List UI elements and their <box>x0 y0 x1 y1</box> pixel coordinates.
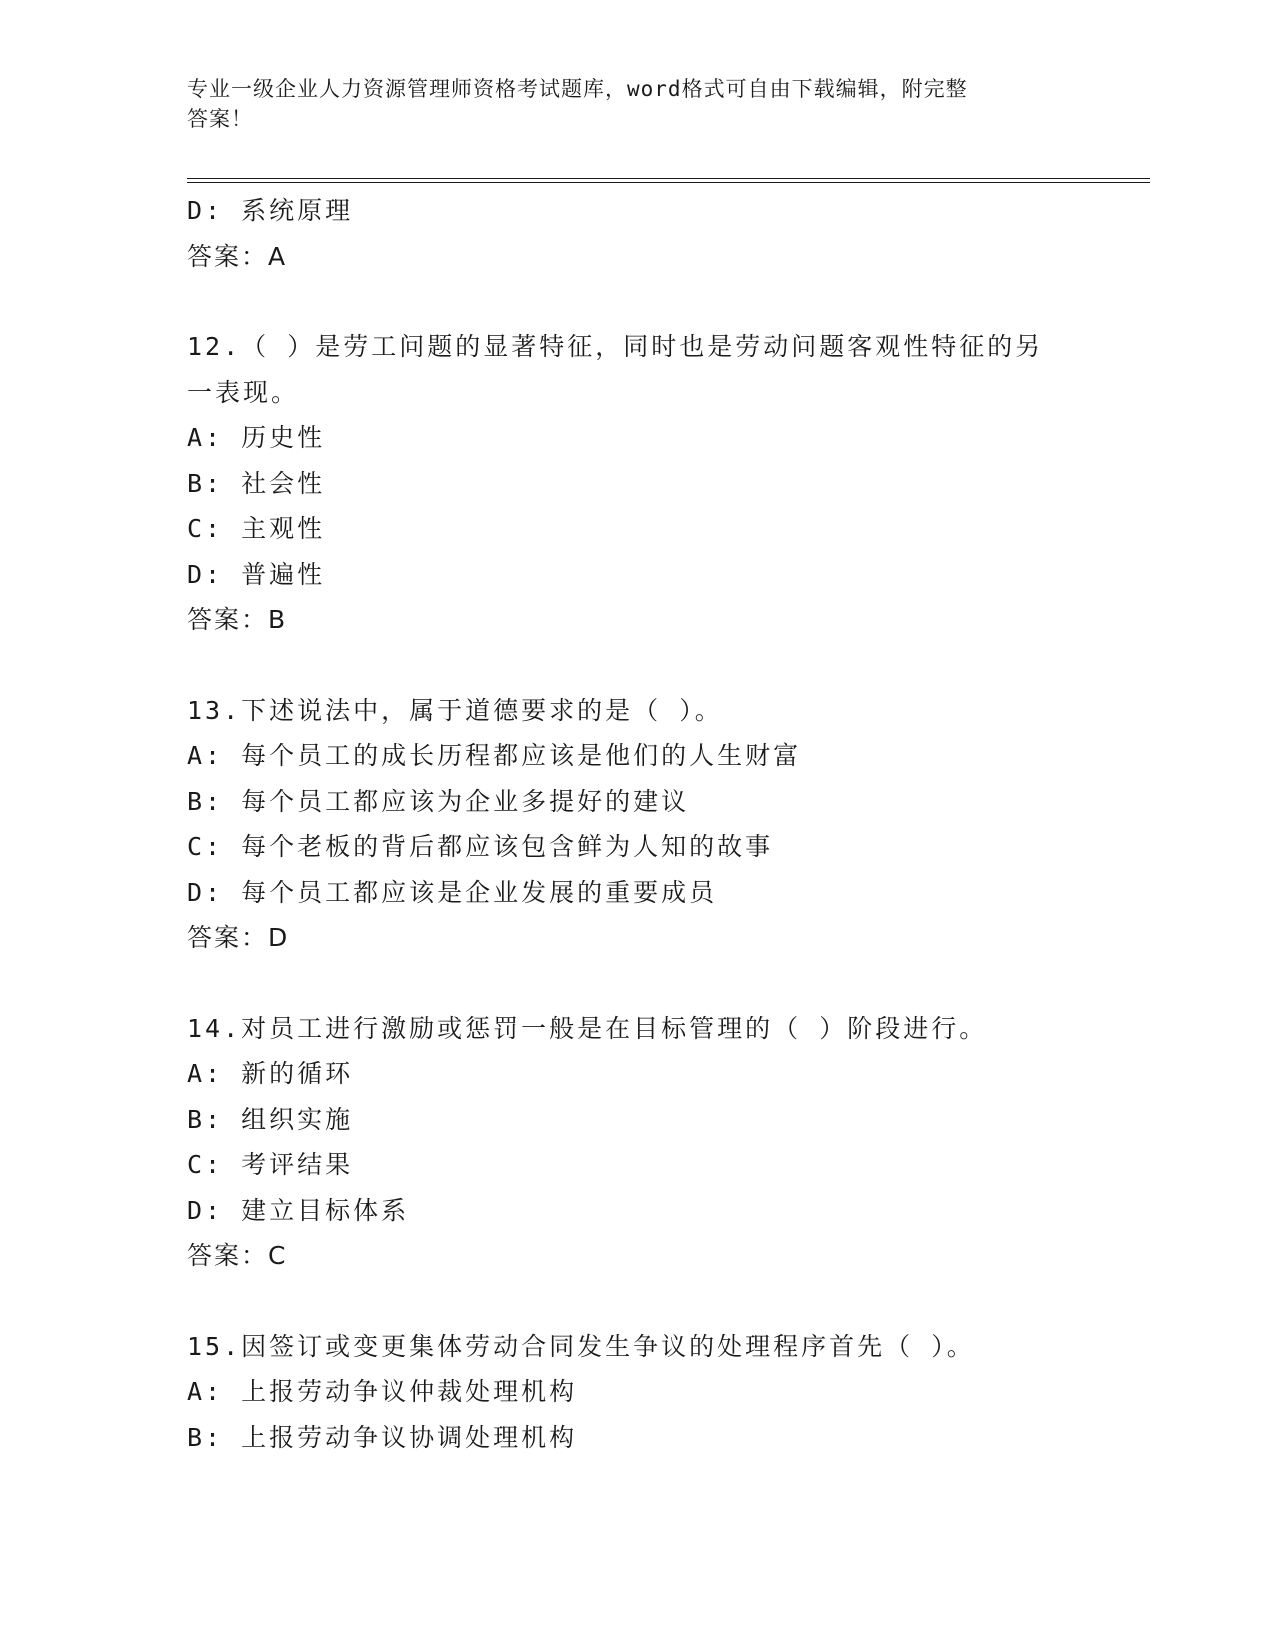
question-12 <box>187 324 1087 643</box>
option-a: A: 新的循环 <box>187 1059 354 1088</box>
header-line-2: 答案！ <box>187 107 253 131</box>
option-b: B: 社会性 <box>187 468 326 498</box>
question-stem: 15.因签订或变更集体劳动合同发生争议的处理程序首先（ ）。 <box>187 1331 975 1361</box>
option-a: A: 历史性 <box>187 423 326 452</box>
answer-line: 答案：A <box>187 241 288 271</box>
option-d: D: 建立目标体系 <box>187 1195 410 1225</box>
option-b: B: 组织实施 <box>187 1104 354 1134</box>
option-b: B: 上报劳动争议协调处理机构 <box>187 1422 578 1452</box>
option-d: D: 每个员工都应该是企业发展的重要成员 <box>187 877 718 907</box>
question-stem-line-1: 12.（ ）是劳工问题的显著特征，同时也是劳动问题客观性特征的另 <box>187 332 1044 361</box>
header-line-1: 专业一级企业人力资源管理师资格考试题库，word格式可自由下载编辑，附完整 <box>187 77 968 101</box>
option-d: D: 普遍性 <box>187 559 326 589</box>
header-divider-bottom <box>187 182 1150 183</box>
answer-line: 答案：D <box>187 923 290 952</box>
option-c: C: 每个老板的背后都应该包含鲜为人知的故事 <box>187 832 774 861</box>
question-15 <box>187 1324 1087 1461</box>
question-11-tail <box>187 188 1087 279</box>
question-stem <box>187 324 1047 415</box>
answer-line: 答案：B <box>187 605 288 634</box>
question-13 <box>187 688 1087 961</box>
header-divider-top <box>187 178 1150 179</box>
answer-line: 答案：C <box>187 1241 288 1270</box>
option-d: D: 系统原理 <box>187 196 354 225</box>
question-stem: 14.对员工进行激励或惩罚一般是在目标管理的（ ）阶段进行。 <box>187 1013 988 1043</box>
option-c: C: 主观性 <box>187 514 326 543</box>
option-b: B: 每个员工都应该为企业多提好的建议 <box>187 786 690 816</box>
question-stem: 13.下述说法中，属于道德要求的是（ ）。 <box>187 695 723 725</box>
option-a: A: 每个员工的成长历程都应该是他们的人生财富 <box>187 741 802 770</box>
page-header <box>187 74 1067 134</box>
question-list <box>187 188 1087 1460</box>
question-stem-line-2: 一表现。 <box>187 377 300 407</box>
option-c: C: 考评结果 <box>187 1150 354 1179</box>
question-14 <box>187 1006 1087 1279</box>
option-a: A: 上报劳动争议仲裁处理机构 <box>187 1377 578 1406</box>
